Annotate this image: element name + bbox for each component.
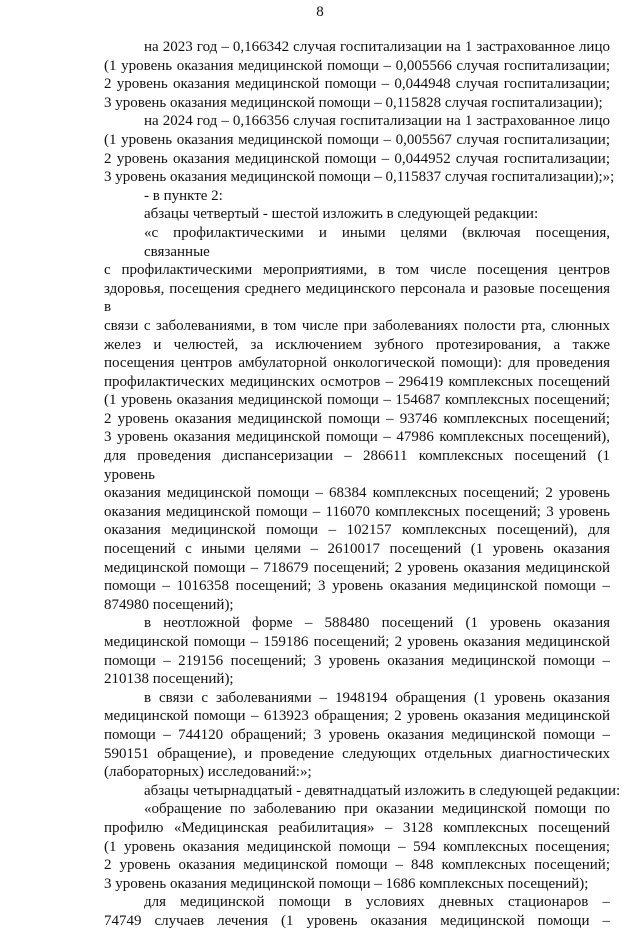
text-line: на 2023 год – 0,166342 случая госпитализации на 1 застрахованное лицо [144,39,610,55]
text-line: абзацы четырнадцатый - девятнадцатый изложить в следующей редакции: [144,782,621,799]
text-line: оказания медицинской помощи – 68384 комплексных посещений; 2 уровень [104,485,610,502]
text-line: помощи – 744120 обращений; 3 уровень оказания медицинской помощи – [104,726,610,743]
text-line: медицинской помощи – 613923 обращения; 2 уровень оказания медицинской [104,708,610,725]
text-line: оказания медицинской помощи – 116070 комплексных посещений; 3 уровень [104,503,610,520]
text-line: профилю «Медицинская реабилитация» – 3128 комплексных посещений [104,819,610,836]
text-line: (1 уровень оказания медицинской помощи – 594 комплексных посещения; [104,838,610,855]
text-line: абзацы четвертый - шестой изложить в следующей редакции: [144,206,539,223]
text-line: помощи – 219156 посещений; 3 уровень оказания медицинской помощи – [104,652,610,669]
text-line: 874980 посещений); [104,596,234,613]
text-line: для проведения диспансеризации – 286611 комплексных посещений (1 уровень [104,448,610,483]
page-number: 8 [316,4,324,20]
text-line: «обращение по заболеванию при оказании медицинской помощи по [144,801,610,818]
text-line: (1 уровень оказания медицинской помощи – 0,005566 случая госпитализации; [104,57,610,74]
text-line: профилактических медицинских осмотров – 296419 комплексных посещений [104,373,610,390]
text-line: медицинской помощи – 159186 посещений; 2 уровень оказания медицинской [104,634,610,650]
text-line: в неотложной форме – 588480 посещений (1 уровень оказания [144,615,610,632]
text-line: 2 уровень оказания медицинской помощи – 93746 комплексных посещений; [104,410,610,427]
text-line: 74749 случаев лечения (1 уровень оказания медицинской помощи – [104,912,610,929]
text-line: посещений с иными целями – 2610017 посещений (1 уровень оказания [104,541,610,558]
text-line: для медицинской помощи в условиях дневных стационаров – [144,894,610,911]
text-line: 3 уровень оказания медицинской помощи – 47986 комплексных посещений), [104,429,610,446]
text-line: «с профилактическими и иными целями (включая посещения, связанные [144,224,610,260]
text-line: на 2024 год – 0,166356 случая госпитализации на 1 застрахованное лицо [144,113,610,130]
text-line: (лабораторных) исследований:»; [104,764,312,781]
text-line: с профилактическими мероприятиями, в том числе посещения центров [104,262,610,279]
text-line: здоровья, посещения среднего медицинского персонала и разовые посещения в [104,280,610,316]
text-line: (1 уровень оказания медицинской помощи – 154687 комплексных посещений; [104,392,610,409]
text-line: посещения центров амбулаторной онкологической помощи): для проведения [104,355,610,372]
text-line: 590151 обращение), и проведение следующих отдельных диагностических [104,745,610,762]
text-line: 3 уровень оказания медицинской помощи – 0,115828 случая госпитализации); [104,94,603,111]
document-body [104,38,621,931]
text-line: оказания медицинской помощи – 102157 комплексных посещений), для [104,522,610,539]
text-line: 2 уровень оказания медицинской помощи – 848 комплексных посещений; [104,857,610,874]
text-line: желез и челюстей, за исключением зубного протезирования, а также [104,336,610,353]
text-line: 210138 посещений); [104,671,234,688]
text-line: 3 уровень оказания медицинской помощи – 0,115837 случая госпитализации);»; [104,169,615,186]
text-line: в связи с заболеваниями – 1948194 обращения (1 уровень оказания [144,689,610,706]
text-line: - в пункте 2: [144,187,223,204]
text-line: (1 уровень оказания медицинской помощи – 0,005567 случая госпитализации; [104,131,610,148]
text-line: медицинской помощи – 718679 посещений; 2 уровень оказания медицинской [104,559,610,576]
text-line: помощи – 1016358 посещений; 3 уровень оказания медицинской помощи – [104,578,610,595]
text-line: 2 уровень оказания медицинской помощи – 0,044952 случая госпитализации; [104,150,610,167]
text-line: 3 уровень оказания медицинской помощи – 1686 комплексных посещений); [104,875,589,892]
text-line: связи с заболеваниями, в том числе при заболеваниях полости рта, слюнных [104,317,610,334]
text-line: 2 уровень оказания медицинской помощи – 0,044948 случая госпитализации; [104,76,610,93]
